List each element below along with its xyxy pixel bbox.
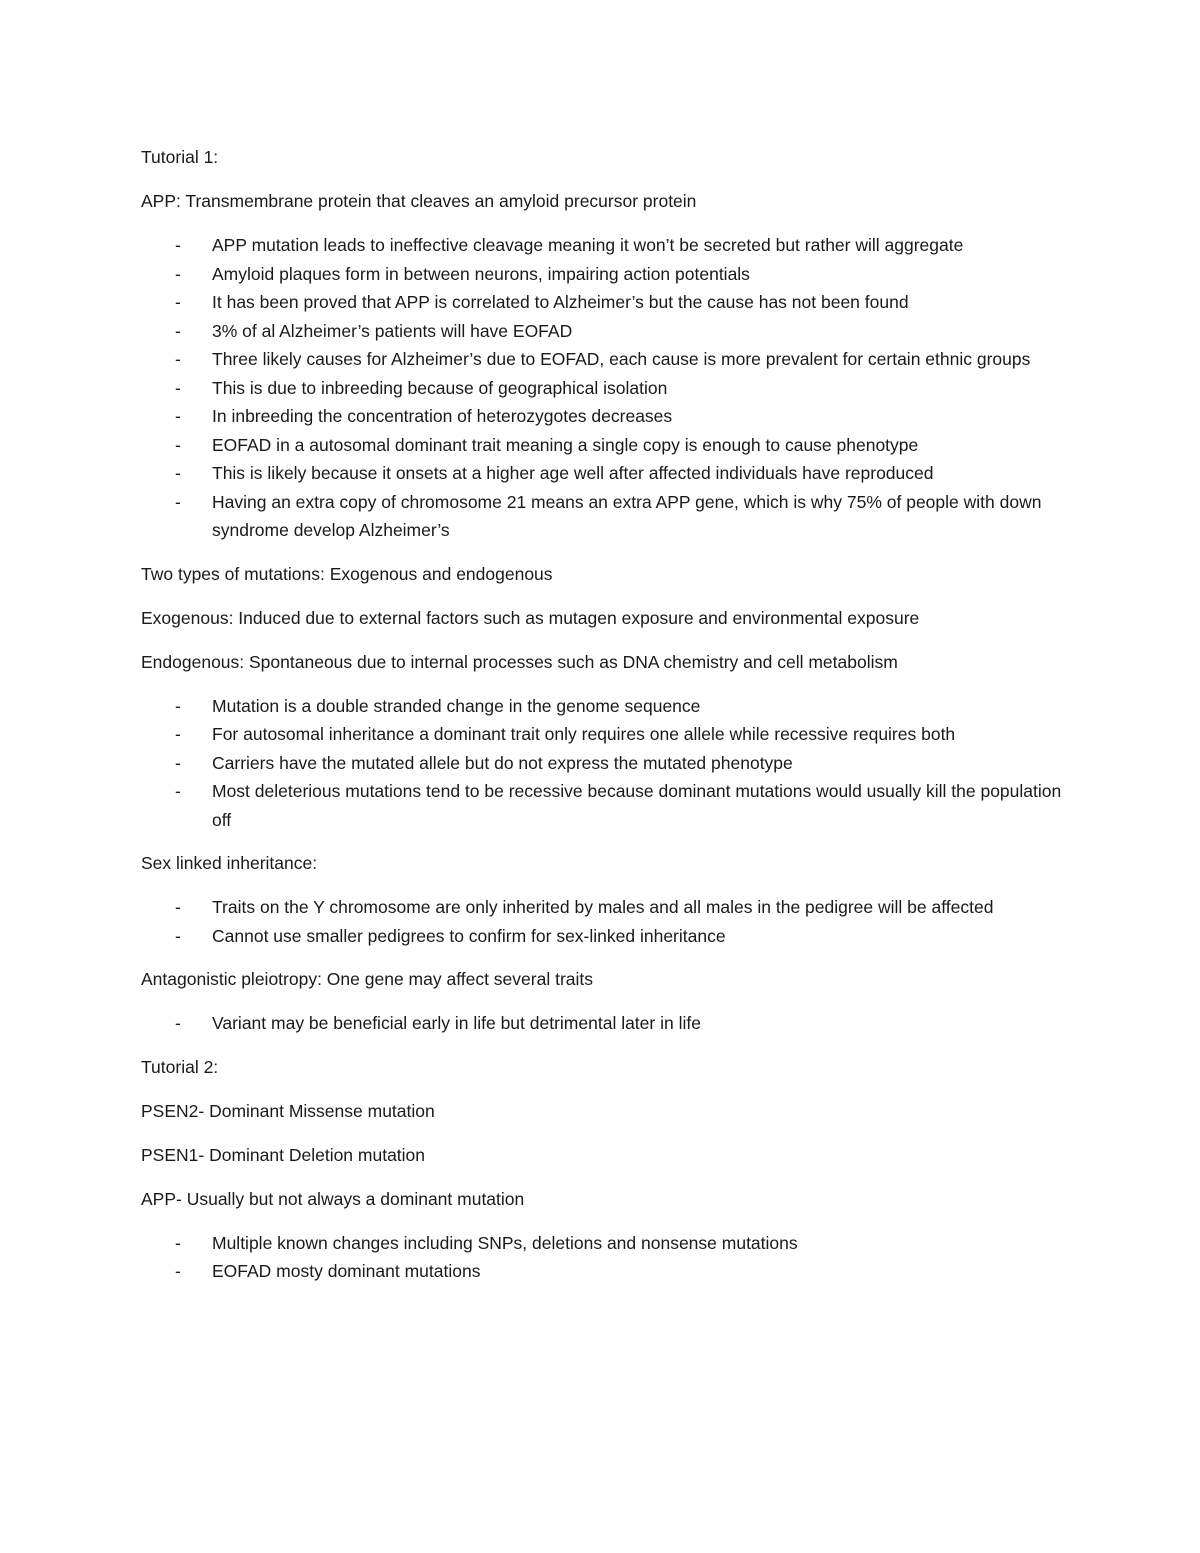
dash-bullet: - xyxy=(175,1232,181,1253)
dash-bullet: - xyxy=(175,292,181,312)
dash-bullet: - xyxy=(175,349,181,369)
dash-bullet: - xyxy=(175,897,181,917)
list-item: - Having an extra copy of chromosome 21 means an extra APP gene, which is why 75% of people with down syndrome develop Alzheimer’s xyxy=(141,488,1071,545)
list-item: - Traits on the Y chromosome are only inherited by males and all males in the pedigree will be affected xyxy=(141,893,1071,922)
bullet-list xyxy=(141,893,1071,950)
list-item: - Mutation is a double stranded change in the genome sequence xyxy=(141,692,1071,721)
bullet-list xyxy=(141,692,1071,835)
list-item: - Multiple known changes including SNPs, deletions and nonsense mutations xyxy=(141,1229,1071,1258)
dash-bullet: - xyxy=(175,1261,181,1281)
document-page xyxy=(141,143,1071,1301)
dash-bullet: - xyxy=(175,925,181,946)
dash-bullet: - xyxy=(175,235,181,255)
list-item: - Amyloid plaques form in between neurons, impairing action potentials xyxy=(141,260,1071,289)
paragraph: Tutorial 2: xyxy=(141,1056,219,1077)
dash-bullet: - xyxy=(175,377,181,398)
dash-bullet: - xyxy=(175,263,181,284)
dash-bullet: - xyxy=(175,491,181,512)
list-item: - This is likely because it onsets at a higher age well after affected individuals have reproduced xyxy=(141,459,1071,488)
dash-bullet: - xyxy=(175,781,181,801)
list-item: - This is due to inbreeding because of geographical isolation xyxy=(141,374,1071,403)
list-item: - Carriers have the mutated allele but do not express the mutated phenotype xyxy=(141,749,1071,778)
dash-bullet: - xyxy=(175,463,181,483)
paragraph: PSEN1- Dominant Deletion mutation xyxy=(141,1144,426,1165)
bullet-list xyxy=(141,1009,1071,1038)
paragraph: APP- Usually but not always a dominant mutation xyxy=(141,1188,525,1209)
dash-bullet: - xyxy=(175,724,181,744)
list-item: - Three likely causes for Alzheimer’s due to EOFAD, each cause is more prevalent for certain ethnic groups xyxy=(141,345,1071,374)
dash-bullet: - xyxy=(175,434,181,455)
list-item: - Variant may be beneficial early in life but detrimental later in life xyxy=(141,1009,1071,1038)
paragraph: Two types of mutations: Exogenous and endogenous xyxy=(141,563,553,584)
list-item: - Most deleterious mutations tend to be recessive because dominant mutations would usually kill the population off xyxy=(141,777,1071,834)
dash-bullet: - xyxy=(175,406,181,426)
dash-bullet: - xyxy=(175,320,181,341)
list-item: - Cannot use smaller pedigrees to confirm for sex-linked inheritance xyxy=(141,922,1071,951)
paragraph: Sex linked inheritance: xyxy=(141,853,318,873)
dash-bullet: - xyxy=(175,695,181,716)
paragraph: Exogenous: Induced due to external factors such as mutagen exposure and environmental exposure xyxy=(141,607,920,628)
paragraph: PSEN2- Dominant Missense mutation xyxy=(141,1100,435,1121)
dash-bullet: - xyxy=(175,752,181,773)
dash-bullet: - xyxy=(175,1013,181,1033)
list-item: - EOFAD in a autosomal dominant trait meaning a single copy is enough to cause phenotype xyxy=(141,431,1071,460)
paragraph: APP: Transmembrane protein that cleaves an amyloid precursor protein xyxy=(141,191,697,211)
list-item: - EOFAD mosty dominant mutations xyxy=(141,1257,1071,1286)
bullet-list xyxy=(141,231,1071,545)
list-item: - 3% of al Alzheimer’s patients will have EOFAD xyxy=(141,317,1071,346)
paragraph: Endogenous: Spontaneous due to internal processes such as DNA chemistry and cell metabolism xyxy=(141,651,898,672)
list-item: - It has been proved that APP is correlated to Alzheimer’s but the cause has not been found xyxy=(141,288,1071,317)
list-item: - In inbreeding the concentration of heterozygotes decreases xyxy=(141,402,1071,431)
paragraph: Tutorial 1: xyxy=(141,147,219,167)
list-item: - APP mutation leads to ineffective cleavage meaning it won’t be secreted but rather will aggregate xyxy=(141,231,1071,260)
bullet-list xyxy=(141,1229,1071,1286)
list-item: - For autosomal inheritance a dominant trait only requires one allele while recessive requires both xyxy=(141,720,1071,749)
paragraph: Antagonistic pleiotropy: One gene may affect several traits xyxy=(141,969,594,989)
